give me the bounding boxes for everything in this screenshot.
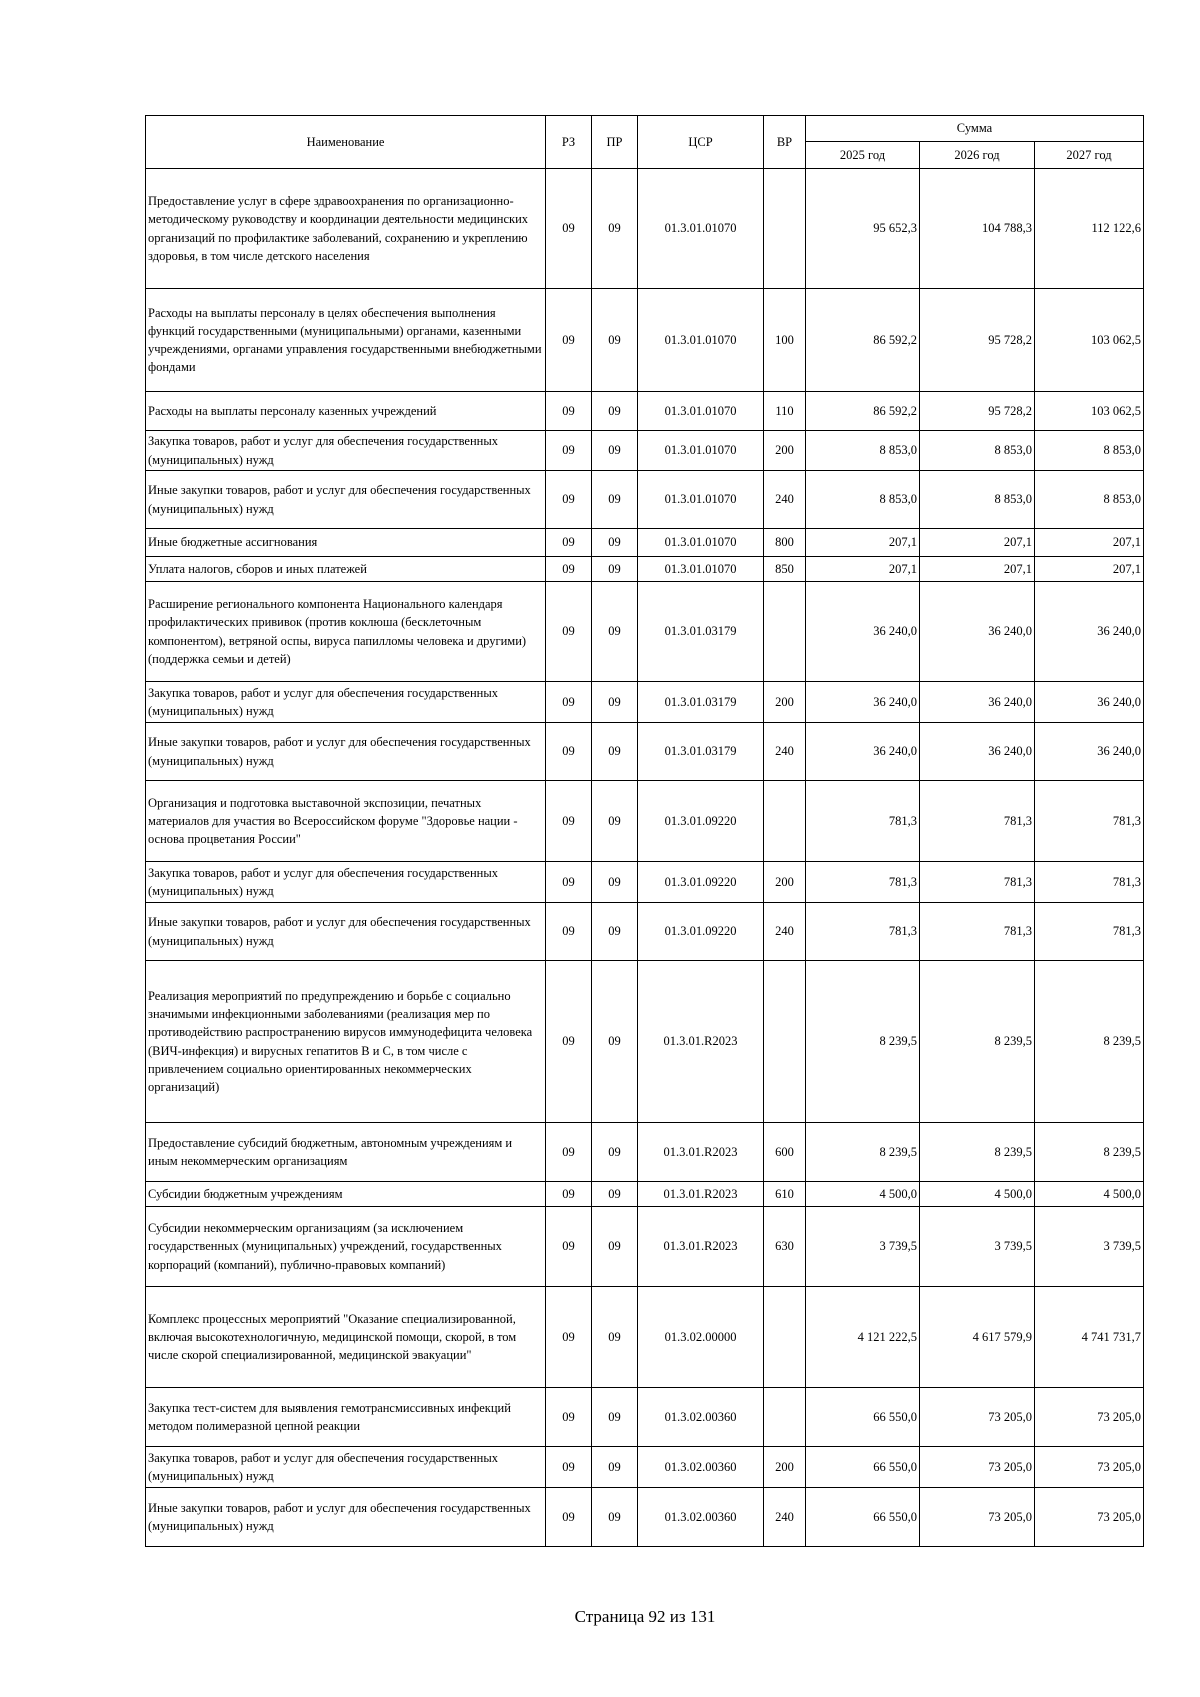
row-vr-cell: 100	[764, 289, 806, 392]
row-sum-2026-cell: 73 205,0	[920, 1447, 1035, 1488]
row-pr-cell: 09	[592, 961, 638, 1123]
row-csr-cell: 01.3.01.09220	[638, 781, 764, 862]
row-sum-2027-cell: 73 205,0	[1035, 1388, 1144, 1447]
row-pr-cell: 09	[592, 431, 638, 471]
row-sum-2027-cell: 103 062,5	[1035, 289, 1144, 392]
row-rz-cell: 09	[546, 1207, 592, 1287]
header-pr: ПР	[592, 116, 638, 169]
row-name-cell: Закупка товаров, работ и услуг для обеспечения государственных (муниципальных) нужд	[146, 1447, 546, 1488]
row-rz-cell: 09	[546, 289, 592, 392]
row-name-cell: Субсидии бюджетным учреждениям	[146, 1182, 546, 1207]
row-csr-cell: 01.3.01.03179	[638, 682, 764, 723]
header-year-2026: 2026 год	[920, 142, 1035, 169]
row-sum-2025-cell: 4 121 222,5	[806, 1287, 920, 1388]
row-rz-cell: 09	[546, 903, 592, 961]
row-sum-2027-cell: 8 239,5	[1035, 1123, 1144, 1182]
row-pr-cell: 09	[592, 582, 638, 682]
row-name-cell: Реализация мероприятий по предупреждению и борьбе с социально значимыми инфекционными заболеваниями (реализация мер по противодействию распространению вирусов иммунодефицита человека (ВИЧ-инфекция) и вирусных гепатитов B и C, в том числе с привлечением социально ориентированных некоммерческих организаций)	[146, 961, 546, 1123]
row-vr-cell	[764, 781, 806, 862]
row-sum-2025-cell: 8 239,5	[806, 961, 920, 1123]
row-csr-cell: 01.3.02.00360	[638, 1488, 764, 1547]
row-csr-cell: 01.3.01.01070	[638, 169, 764, 289]
table-row	[146, 781, 1144, 862]
row-sum-2027-cell: 781,3	[1035, 903, 1144, 961]
row-name-cell: Иные закупки товаров, работ и услуг для обеспечения государственных (муниципальных) нужд	[146, 903, 546, 961]
row-sum-2026-cell: 104 788,3	[920, 169, 1035, 289]
table-row	[146, 471, 1144, 529]
row-sum-2027-cell: 8 853,0	[1035, 431, 1144, 471]
header-sum: Сумма	[806, 116, 1144, 142]
row-csr-cell: 01.3.01.03179	[638, 723, 764, 781]
row-name-cell: Иные закупки товаров, работ и услуг для обеспечения государственных (муниципальных) нужд	[146, 1488, 546, 1547]
row-sum-2026-cell: 73 205,0	[920, 1488, 1035, 1547]
row-sum-2025-cell: 66 550,0	[806, 1488, 920, 1547]
row-sum-2027-cell: 103 062,5	[1035, 392, 1144, 431]
row-name-cell: Закупка товаров, работ и услуг для обеспечения государственных (муниципальных) нужд	[146, 682, 546, 723]
row-pr-cell: 09	[592, 903, 638, 961]
row-sum-2027-cell: 73 205,0	[1035, 1447, 1144, 1488]
row-pr-cell: 09	[592, 781, 638, 862]
table-row	[146, 1388, 1144, 1447]
row-sum-2026-cell: 8 853,0	[920, 471, 1035, 529]
row-sum-2027-cell: 207,1	[1035, 529, 1144, 557]
table-row	[146, 289, 1144, 392]
row-vr-cell: 110	[764, 392, 806, 431]
row-csr-cell: 01.3.01.R2023	[638, 961, 764, 1123]
row-rz-cell: 09	[546, 961, 592, 1123]
row-name-cell: Закупка тест-систем для выявления гемотрансмиссивных инфекций методом полимеразной цепной реакции	[146, 1388, 546, 1447]
row-pr-cell: 09	[592, 471, 638, 529]
table-row	[146, 169, 1144, 289]
row-csr-cell: 01.3.01.09220	[638, 903, 764, 961]
table-row	[146, 1447, 1144, 1488]
row-csr-cell: 01.3.01.01070	[638, 529, 764, 557]
row-vr-cell: 240	[764, 723, 806, 781]
row-rz-cell: 09	[546, 557, 592, 582]
row-pr-cell: 09	[592, 392, 638, 431]
row-sum-2025-cell: 36 240,0	[806, 582, 920, 682]
table-row	[146, 862, 1144, 903]
row-name-cell: Субсидии некоммерческим организациям (за исключением государственных (муниципальных) учреждений, государственных корпораций (компаний), публично-правовых компаний)	[146, 1207, 546, 1287]
row-pr-cell: 09	[592, 1123, 638, 1182]
row-csr-cell: 01.3.01.R2023	[638, 1207, 764, 1287]
header-rz: РЗ	[546, 116, 592, 169]
row-sum-2027-cell: 781,3	[1035, 781, 1144, 862]
row-sum-2025-cell: 781,3	[806, 862, 920, 903]
row-sum-2026-cell: 8 239,5	[920, 1123, 1035, 1182]
row-name-cell: Организация и подготовка выставочной экспозиции, печатных материалов для участия во Всероссийском форуме "Здоровье нации - основа процветания России"	[146, 781, 546, 862]
row-name-cell: Закупка товаров, работ и услуг для обеспечения государственных (муниципальных) нужд	[146, 862, 546, 903]
row-rz-cell: 09	[546, 862, 592, 903]
row-pr-cell: 09	[592, 1388, 638, 1447]
row-sum-2025-cell: 95 652,3	[806, 169, 920, 289]
row-sum-2026-cell: 781,3	[920, 862, 1035, 903]
row-sum-2026-cell: 3 739,5	[920, 1207, 1035, 1287]
row-vr-cell: 800	[764, 529, 806, 557]
row-pr-cell: 09	[592, 1182, 638, 1207]
row-sum-2025-cell: 781,3	[806, 903, 920, 961]
row-sum-2025-cell: 8 853,0	[806, 431, 920, 471]
row-sum-2027-cell: 781,3	[1035, 862, 1144, 903]
row-vr-cell: 200	[764, 682, 806, 723]
row-rz-cell: 09	[546, 781, 592, 862]
table-row	[146, 431, 1144, 471]
page-number: Страница 92 из 131	[574, 1607, 716, 1626]
row-name-cell: Расходы на выплаты персоналу в целях обеспечения выполнения функций государственными (муниципальными) органами, казенными учреждениями, органами управления государственными внебюджетными фондами	[146, 289, 546, 392]
row-vr-cell	[764, 582, 806, 682]
row-rz-cell: 09	[546, 471, 592, 529]
header-vr: ВР	[764, 116, 806, 169]
header-name: Наименование	[146, 116, 546, 169]
row-sum-2027-cell: 8 853,0	[1035, 471, 1144, 529]
row-pr-cell: 09	[592, 723, 638, 781]
row-sum-2026-cell: 4 500,0	[920, 1182, 1035, 1207]
row-sum-2025-cell: 8 239,5	[806, 1123, 920, 1182]
row-sum-2025-cell: 781,3	[806, 781, 920, 862]
row-vr-cell	[764, 1388, 806, 1447]
row-csr-cell: 01.3.01.01070	[638, 431, 764, 471]
row-sum-2027-cell: 36 240,0	[1035, 682, 1144, 723]
row-sum-2026-cell: 781,3	[920, 781, 1035, 862]
row-rz-cell: 09	[546, 1182, 592, 1207]
row-name-cell: Иные бюджетные ассигнования	[146, 529, 546, 557]
row-csr-cell: 01.3.01.09220	[638, 862, 764, 903]
row-vr-cell: 200	[764, 431, 806, 471]
row-sum-2026-cell: 36 240,0	[920, 723, 1035, 781]
row-sum-2027-cell: 3 739,5	[1035, 1207, 1144, 1287]
row-vr-cell: 240	[764, 903, 806, 961]
row-csr-cell: 01.3.01.R2023	[638, 1123, 764, 1182]
row-name-cell: Закупка товаров, работ и услуг для обеспечения государственных (муниципальных) нужд	[146, 431, 546, 471]
row-name-cell: Уплата налогов, сборов и иных платежей	[146, 557, 546, 582]
row-sum-2025-cell: 3 739,5	[806, 1207, 920, 1287]
row-vr-cell	[764, 961, 806, 1123]
row-sum-2026-cell: 8 853,0	[920, 431, 1035, 471]
row-sum-2025-cell: 86 592,2	[806, 392, 920, 431]
row-pr-cell: 09	[592, 557, 638, 582]
row-csr-cell: 01.3.01.01070	[638, 289, 764, 392]
row-csr-cell: 01.3.02.00000	[638, 1287, 764, 1388]
row-pr-cell: 09	[592, 169, 638, 289]
row-vr-cell	[764, 169, 806, 289]
table-row	[146, 557, 1144, 582]
row-sum-2025-cell: 66 550,0	[806, 1447, 920, 1488]
row-sum-2027-cell: 73 205,0	[1035, 1488, 1144, 1547]
table-body	[146, 169, 1144, 1547]
row-vr-cell	[764, 1287, 806, 1388]
row-sum-2026-cell: 4 617 579,9	[920, 1287, 1035, 1388]
row-pr-cell: 09	[592, 682, 638, 723]
row-sum-2026-cell: 95 728,2	[920, 289, 1035, 392]
table-row	[146, 1287, 1144, 1388]
row-rz-cell: 09	[546, 723, 592, 781]
row-sum-2025-cell: 8 853,0	[806, 471, 920, 529]
row-pr-cell: 09	[592, 1207, 638, 1287]
row-vr-cell: 200	[764, 862, 806, 903]
row-vr-cell: 610	[764, 1182, 806, 1207]
row-rz-cell: 09	[546, 529, 592, 557]
row-sum-2027-cell: 112 122,6	[1035, 169, 1144, 289]
row-sum-2026-cell: 36 240,0	[920, 682, 1035, 723]
row-csr-cell: 01.3.02.00360	[638, 1388, 764, 1447]
row-name-cell: Предоставление субсидий бюджетным, автономным учреждениям и иным некоммерческим организациям	[146, 1123, 546, 1182]
row-name-cell: Иные закупки товаров, работ и услуг для обеспечения государственных (муниципальных) нужд	[146, 471, 546, 529]
row-csr-cell: 01.3.01.03179	[638, 582, 764, 682]
table-row	[146, 903, 1144, 961]
row-rz-cell: 09	[546, 392, 592, 431]
row-rz-cell: 09	[546, 1447, 592, 1488]
row-csr-cell: 01.3.02.00360	[638, 1447, 764, 1488]
row-sum-2025-cell: 36 240,0	[806, 682, 920, 723]
row-name-cell: Предоставление услуг в сфере здравоохранения по организационно-методическому руководству и координации деятельности медицинских организаций по профилактике заболеваний, сохранению и укреплению здоровья, в том числе детского населения	[146, 169, 546, 289]
row-sum-2026-cell: 8 239,5	[920, 961, 1035, 1123]
row-name-cell: Расширение регионального компонента Национального календаря профилактических прививок (против коклюша (бесклеточным компонентом), ветряной оспы, вируса папилломы человека и другими) (поддержка семьи и детей)	[146, 582, 546, 682]
row-sum-2025-cell: 86 592,2	[806, 289, 920, 392]
row-name-cell: Иные закупки товаров, работ и услуг для обеспечения государственных (муниципальных) нужд	[146, 723, 546, 781]
row-csr-cell: 01.3.01.01070	[638, 392, 764, 431]
row-rz-cell: 09	[546, 1287, 592, 1388]
row-pr-cell: 09	[592, 1287, 638, 1388]
table-row	[146, 1182, 1144, 1207]
row-vr-cell: 600	[764, 1123, 806, 1182]
row-pr-cell: 09	[592, 862, 638, 903]
row-sum-2026-cell: 73 205,0	[920, 1388, 1035, 1447]
table-row	[146, 529, 1144, 557]
row-pr-cell: 09	[592, 1488, 638, 1547]
row-rz-cell: 09	[546, 582, 592, 682]
row-sum-2027-cell: 8 239,5	[1035, 961, 1144, 1123]
row-rz-cell: 09	[546, 1123, 592, 1182]
row-sum-2026-cell: 207,1	[920, 557, 1035, 582]
row-sum-2027-cell: 36 240,0	[1035, 582, 1144, 682]
row-pr-cell: 09	[592, 529, 638, 557]
row-sum-2027-cell: 207,1	[1035, 557, 1144, 582]
row-vr-cell: 240	[764, 471, 806, 529]
row-sum-2027-cell: 4 500,0	[1035, 1182, 1144, 1207]
row-pr-cell: 09	[592, 289, 638, 392]
table-row	[146, 1488, 1144, 1547]
row-rz-cell: 09	[546, 1388, 592, 1447]
budget-table	[145, 115, 1144, 1547]
header-csr: ЦСР	[638, 116, 764, 169]
row-sum-2026-cell: 36 240,0	[920, 582, 1035, 682]
row-sum-2027-cell: 36 240,0	[1035, 723, 1144, 781]
row-csr-cell: 01.3.01.R2023	[638, 1182, 764, 1207]
table-row	[146, 1123, 1144, 1182]
row-name-cell: Комплекс процессных мероприятий "Оказание специализированной, включая высокотехнологичную, медицинской помощи, скорой, в том числе скорой специализированной, медицинской эвакуации"	[146, 1287, 546, 1388]
table-row	[146, 682, 1144, 723]
row-vr-cell: 850	[764, 557, 806, 582]
row-vr-cell: 630	[764, 1207, 806, 1287]
row-sum-2025-cell: 207,1	[806, 557, 920, 582]
header-year-2025: 2025 год	[806, 142, 920, 169]
table-row	[146, 961, 1144, 1123]
row-rz-cell: 09	[546, 682, 592, 723]
table-row	[146, 1207, 1144, 1287]
row-sum-2025-cell: 66 550,0	[806, 1388, 920, 1447]
row-name-cell: Расходы на выплаты персоналу казенных учреждений	[146, 392, 546, 431]
header-year-2027: 2027 год	[1035, 142, 1144, 169]
table-row	[146, 392, 1144, 431]
row-csr-cell: 01.3.01.01070	[638, 471, 764, 529]
row-vr-cell: 240	[764, 1488, 806, 1547]
row-rz-cell: 09	[546, 1488, 592, 1547]
row-vr-cell: 200	[764, 1447, 806, 1488]
row-sum-2026-cell: 207,1	[920, 529, 1035, 557]
row-rz-cell: 09	[546, 431, 592, 471]
row-pr-cell: 09	[592, 1447, 638, 1488]
row-sum-2025-cell: 36 240,0	[806, 723, 920, 781]
row-rz-cell: 09	[546, 169, 592, 289]
table-row	[146, 582, 1144, 682]
table-row	[146, 723, 1144, 781]
row-sum-2025-cell: 4 500,0	[806, 1182, 920, 1207]
row-sum-2026-cell: 781,3	[920, 903, 1035, 961]
row-sum-2027-cell: 4 741 731,7	[1035, 1287, 1144, 1388]
row-sum-2026-cell: 95 728,2	[920, 392, 1035, 431]
row-sum-2025-cell: 207,1	[806, 529, 920, 557]
row-csr-cell: 01.3.01.01070	[638, 557, 764, 582]
